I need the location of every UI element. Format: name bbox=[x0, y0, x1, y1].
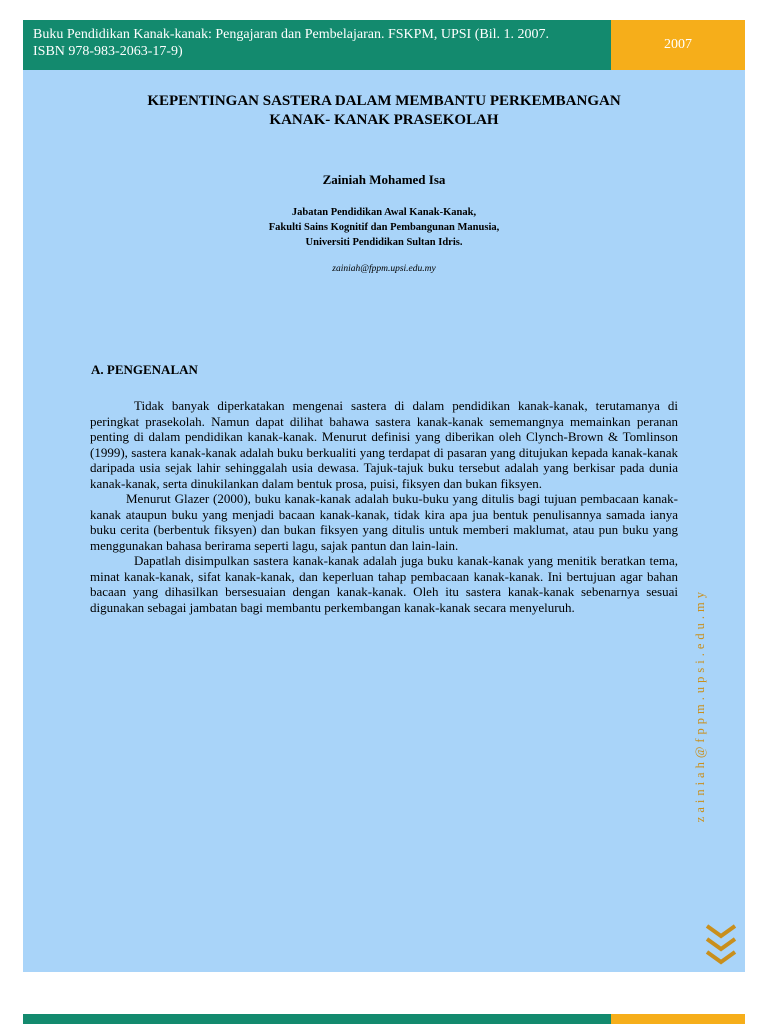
footer-green-bar bbox=[23, 1014, 611, 1024]
affiliation-line-3: Universiti Pendidikan Sultan Idris. bbox=[305, 237, 463, 248]
paragraph-1: Tidak banyak diperkatakan mengenai sastera di dalam pendidikan kanak-kanak, terutamanya di peringkat prasekolah. Namun dapat dilihat bahawa sastera kanak-kanak sememangnya memainkan peranan penting di dalam pendidikan kanak-kanak. Menurut definisi yang diberikan oleh Clynch-Brown & Tomlinson (1999), sastera kanak-kanak adalah buku berkualiti yang terdapat di pasaran yang ditujukan kepada kanak-kanak daripada usia sejak lahir sehinggalah usia dewasa. Tajuk-tajuk buku tersebut adalah yang berkisar pada dunia kanak-kanak, serta dinukilankan dalam bentuk prosa, puisi, fiksyen dan bukan fiksyen. bbox=[90, 398, 678, 491]
paragraph-3: Dapatlah disimpulkan sastera kanak-kanak adalah juga buku kanak-kanak yang menitik beratkan tema, minat kanak-kanak, sifat kanak-kanak, dan keperluan tahap pembacaan kanak-kanak. Ini bertujuan agar bahan bacaan yang dihasilkan bersesuaian dengan kanak-kanak. Oleh itu sastera kanak-kanak sebenarnya sesuai digunakan sebagai jambatan bagi membantu perkembangan kanak-kanak secara menyeluruh. bbox=[90, 553, 678, 615]
title-line-2: KANAK- KANAK PRASEKOLAH bbox=[269, 112, 499, 128]
title-line-1: KEPENTINGAN SASTERA DALAM MEMBANTU PERKEMBANGAN bbox=[147, 93, 621, 109]
citation-line-2: ISBN 978-983-2063-17-9) bbox=[33, 44, 183, 59]
side-email-watermark bbox=[685, 575, 715, 835]
page-sheet bbox=[23, 70, 745, 972]
author-email: zainiah@fppm.upsi.edu.my bbox=[332, 264, 436, 274]
footer-orange-bar bbox=[611, 1014, 745, 1024]
section-heading: A. PENGENALAN bbox=[91, 362, 198, 377]
paragraph-2: Menurut Glazer (2000), buku kanak-kanak adalah buku-buku yang ditulis bagi tujuan pembacaan kanak-kanak ataupun buku yang menjadi bacaan kanak-kanak, tidak kira apa jua bentuk penulisannya samada ianya buku cerita (berbentuk fiksyen) dan bukan fiksyen yang ditulis untuk memberi maklumat, atau pun buku yang menggunakan bahasa berirama seperti lagu, sajak pantun dan lain-lain. bbox=[90, 491, 678, 553]
triple-chevron-down-icon bbox=[704, 922, 738, 966]
header-year bbox=[611, 20, 745, 70]
section-body bbox=[90, 398, 678, 615]
paper-title bbox=[23, 92, 745, 130]
header-citation bbox=[23, 20, 611, 70]
affiliation-line-2: Fakulti Sains Kognitif dan Pembangunan Manusia, bbox=[268, 222, 500, 233]
citation-line-1: Buku Pendidikan Kanak-kanak: Pengajaran dan Pembelajaran. FSKPM, UPSI (Bil. 1. 2007. bbox=[33, 27, 549, 42]
author-name: Zainiah Mohamed Isa bbox=[322, 172, 446, 187]
year-label: 2007 bbox=[664, 37, 692, 52]
side-email-text: zainiah@fppm.upsi.edu.my bbox=[692, 587, 707, 823]
affiliation bbox=[23, 205, 745, 250]
affiliation-line-1: Jabatan Pendidikan Awal Kanak-Kanak, bbox=[291, 207, 477, 218]
footer-band bbox=[23, 1014, 745, 1024]
header-band bbox=[23, 20, 745, 70]
